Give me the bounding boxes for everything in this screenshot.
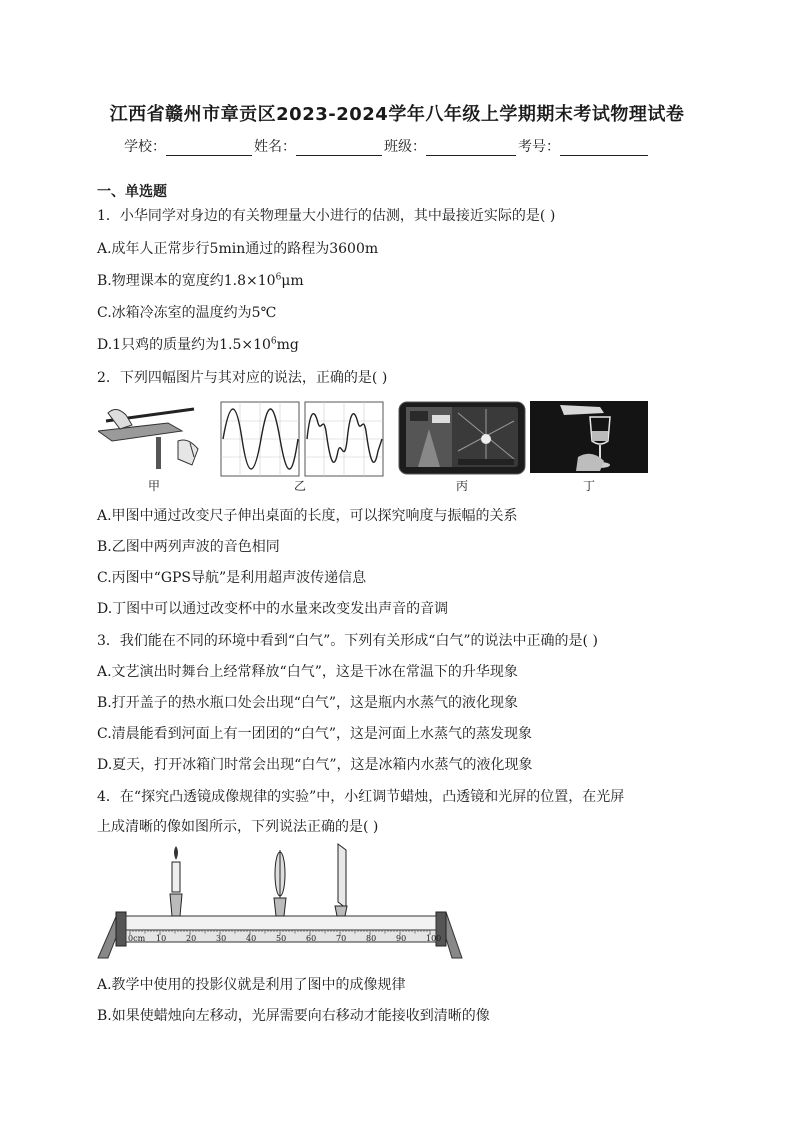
q1-option-a: A.成年人正常步行5min通过的路程为3600m	[97, 241, 379, 257]
caption-yi: 乙	[293, 479, 306, 493]
question-1-stem: 1．小华同学对身边的有关物理量大小进行的估测，其中最接近实际的是( )	[97, 208, 556, 224]
scale-label: 40	[246, 934, 257, 943]
q1-option-b: B.物理课本的宽度约$1.8\times 10^6\mu m$	[97, 272, 304, 289]
q4-option-a: A.教学中使用的投影仪就是利用了图中的成像规律	[97, 977, 406, 993]
figure-ding-wine-glass	[530, 401, 648, 473]
q4-option-b: B.如果使蜡烛向左移动，光屏需要向右移动才能接收到清晰的像	[97, 1008, 490, 1024]
scale-label: 0cm	[128, 934, 146, 943]
scale-label: 100	[426, 934, 442, 943]
scale-label: 70	[336, 934, 347, 943]
light-screen	[335, 844, 347, 916]
q3-option-a: A.文艺演出时舞台上经常释放“白气”，这是干冰在常温下的升华现象	[97, 664, 518, 680]
question-3-stem: 3．我们能在不同的环境中看到“白气”。下列有关形成“白气”的说法中正确的是( )	[97, 633, 598, 649]
q1-option-d: D.1只鸡的质量约为$1.5\times 10^6mg$	[97, 336, 299, 353]
caption-bing: 丙	[455, 479, 468, 493]
convex-lens	[274, 850, 286, 916]
name-blank	[296, 141, 382, 156]
caption-jia: 甲	[147, 479, 160, 493]
q3-option-d: D.夏天，打开冰箱门时常会出现“白气”，这是冰箱内水蒸气的液化现象	[97, 757, 533, 773]
bench-rail	[126, 916, 436, 930]
scale-label: 30	[216, 934, 227, 943]
caption-ding: 丁	[582, 479, 595, 493]
q2-option-b: B.乙图中两列声波的音色相同	[97, 539, 280, 555]
q2-figure-row	[98, 401, 658, 493]
school-label: 学校：	[124, 139, 166, 155]
candle	[170, 846, 182, 916]
student-info-row	[124, 136, 650, 156]
figure-bing-gps-device	[398, 401, 526, 475]
scale-label: 80	[366, 934, 377, 943]
section-heading: 一、单选题	[97, 184, 167, 200]
scale-label: 10	[156, 934, 167, 943]
question-2-stem: 2．下列四幅图片与其对应的说法，正确的是( )	[97, 370, 388, 386]
scale-label: 90	[396, 934, 407, 943]
q1-option-c: C.冰箱冷冻室的温度约为5℃	[97, 305, 277, 321]
school-blank	[166, 141, 252, 156]
figure-jia-ruler	[98, 401, 210, 473]
question-4-stem-line1: 4．在“探究凸透镜成像规律的实验”中，小红调节蜡烛，凸透镜和光屏的位置，在光屏	[97, 789, 625, 805]
q2-option-d: D.丁图中可以通过改变杯中的水量来改变发出声音的音调	[97, 601, 449, 617]
q2-option-c: C.丙图中“GPS导航”是利用超声波传递信息	[97, 570, 367, 586]
q3-option-c: C.清晨能看到河面上有一团团的“白气”，这是河面上水蒸气的蒸发现象	[97, 726, 532, 742]
q2-option-a: A.甲图中通过改变尺子伸出桌面的长度，可以探究响度与振幅的关系	[97, 508, 518, 524]
name-label: 姓名：	[254, 139, 296, 155]
class-blank	[426, 141, 516, 156]
scale-label: 20	[186, 934, 197, 943]
scale-label: 50	[276, 934, 287, 943]
figure-yi-waveforms	[220, 401, 384, 477]
question-4-stem-line2: 上成清晰的像如图所示，下列说法正确的是( )	[97, 819, 379, 835]
optical-bench-figure	[96, 840, 464, 970]
number-label: 考号：	[518, 139, 560, 155]
number-blank	[560, 141, 648, 156]
q3-option-b: B.打开盖子的热水瓶口处会出现“白气”，这是瓶内水蒸气的液化现象	[97, 695, 519, 711]
bench-left-end	[116, 912, 126, 946]
class-label: 班级：	[384, 139, 426, 155]
scale-label: 60	[306, 934, 317, 943]
exam-title: 江西省赣州市章贡区2023-2024学年八年级上学期期末考试物理试卷	[109, 104, 685, 125]
